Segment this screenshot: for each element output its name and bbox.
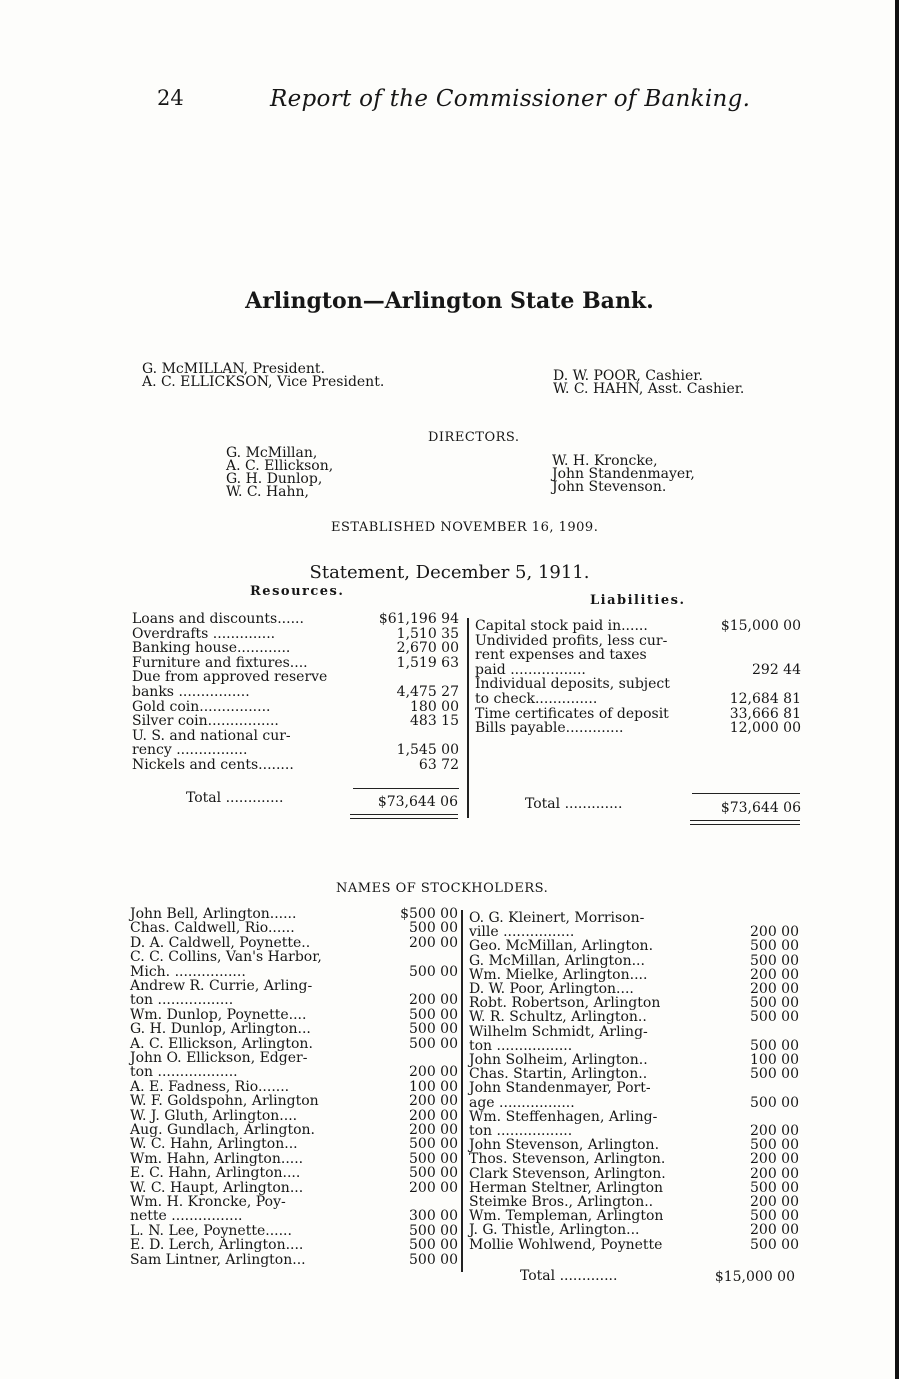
row-amount: 500 00 bbox=[409, 1150, 458, 1167]
row-amount: 200 00 bbox=[750, 924, 799, 941]
officer-asst-cashier: W. C. HAHN, Asst. Cashier. bbox=[553, 381, 745, 397]
row-label: W. C. Haupt, Arlington... bbox=[130, 1179, 304, 1196]
row-label: Wilhelm Schmidt, Arling- bbox=[469, 1023, 648, 1040]
row-label: Clark Stevenson, Arlington. bbox=[469, 1165, 666, 1182]
row-label: Furniture and fixtures.... bbox=[132, 654, 308, 671]
row-amount: 200 00 bbox=[409, 1093, 458, 1110]
row-label: Wm. Templeman, Arlington bbox=[469, 1208, 664, 1225]
stockholders-heading: NAMES OF STOCKHOLDERS. bbox=[336, 881, 549, 896]
row-label: Sam Lintner, Arlington... bbox=[130, 1251, 306, 1268]
row-amount: 200 00 bbox=[750, 1222, 799, 1239]
row-amount: 500 00 bbox=[750, 1037, 799, 1054]
row-amount: 500 00 bbox=[750, 952, 799, 969]
row-amount: 500 00 bbox=[750, 1094, 799, 1111]
row-amount: 63 72 bbox=[418, 757, 459, 773]
stockholders-total: $15,000 00 bbox=[714, 1269, 795, 1285]
liabilities-total-rule bbox=[692, 793, 800, 794]
officer-president: G. McMILLAN, President. bbox=[142, 361, 325, 377]
row-label: John Solheim, Arlington.. bbox=[469, 1052, 648, 1068]
liabilities-total-label: Total ............. bbox=[525, 796, 623, 812]
row-label: Loans and discounts...... bbox=[132, 611, 304, 627]
row-amount: 180 00 bbox=[410, 698, 459, 715]
row-amount: 1,519 63 bbox=[396, 654, 459, 671]
row-amount: 500 00 bbox=[750, 938, 799, 955]
row-amount: 200 00 bbox=[409, 1122, 458, 1138]
row-label: W. J. Gluth, Arlington.... bbox=[130, 1107, 298, 1124]
row-label: Capital stock paid in...... bbox=[475, 618, 648, 634]
row-amount: 200 00 bbox=[750, 1123, 799, 1139]
row-label: ton ................. bbox=[130, 992, 234, 1009]
directors-heading: DIRECTORS. bbox=[428, 430, 520, 445]
row-label: C. C. Collins, Van's Harbor, bbox=[130, 949, 322, 966]
resources-total-label: Total ............. bbox=[186, 790, 284, 806]
resources-double-rule bbox=[350, 818, 458, 819]
row-label: Steimke Bros., Arlington.. bbox=[469, 1194, 654, 1210]
row-amount: 1,510 35 bbox=[396, 625, 459, 642]
page-number: 24 bbox=[157, 86, 184, 110]
row-amount: 33,666 81 bbox=[729, 705, 801, 722]
row-label: rent expenses and taxes bbox=[475, 647, 647, 664]
row-amount: 500 00 bbox=[750, 1236, 799, 1253]
stockholders-divider bbox=[461, 910, 463, 1272]
row-label: W. R. Schultz, Arlington.. bbox=[469, 1009, 647, 1026]
row-amount: 500 00 bbox=[750, 1009, 799, 1026]
row-amount: 2,670 00 bbox=[396, 640, 459, 657]
row-label: Herman Steltner, Arlington bbox=[469, 1179, 664, 1196]
row-label: Geo. McMillan, Arlington. bbox=[469, 938, 654, 955]
row-label: Mollie Wohlwend, Poynette bbox=[469, 1236, 663, 1253]
row-amount: 200 00 bbox=[409, 1179, 458, 1196]
director: G. McMillan, bbox=[226, 445, 318, 461]
established-line: ESTABLISHED NOVEMBER 16, 1909. bbox=[331, 520, 599, 535]
row-label: Thos. Stevenson, Arlington. bbox=[469, 1151, 666, 1168]
liabilities-double-rule bbox=[690, 820, 800, 821]
row-label: G. H. Dunlop, Arlington... bbox=[130, 1021, 311, 1038]
row-label: Mich. ................ bbox=[130, 963, 246, 980]
row-label: banks ................ bbox=[132, 684, 250, 700]
row-amount: 483 15 bbox=[410, 713, 459, 730]
row-amount: $15,000 00 bbox=[720, 618, 801, 634]
officers-left bbox=[142, 363, 384, 389]
officer-vice-president: A. C. ELLICKSON, Vice President. bbox=[142, 374, 385, 390]
director: G. H. Dunlop, bbox=[226, 471, 323, 487]
row-label: D. W. Poor, Arlington.... bbox=[469, 981, 634, 997]
row-amount: 500 00 bbox=[750, 1137, 799, 1154]
row-amount: 500 00 bbox=[409, 1251, 458, 1268]
row-label: U. S. and national cur- bbox=[132, 727, 291, 744]
row-label: A. E. Fadness, Rio....... bbox=[130, 1078, 290, 1095]
row-amount: 500 00 bbox=[409, 963, 458, 980]
row-label: paid ................. bbox=[475, 661, 586, 678]
stockholders-total-label: Total ............. bbox=[520, 1268, 618, 1284]
row-amount: 500 00 bbox=[409, 1136, 458, 1153]
row-amount: 500 00 bbox=[409, 1006, 458, 1023]
row-label: Nickels and cents........ bbox=[132, 757, 294, 773]
liabilities-double-rule bbox=[690, 824, 800, 825]
liabilities-heading: Liabilities. bbox=[590, 593, 686, 608]
row-label: E. C. Hahn, Arlington.... bbox=[130, 1165, 301, 1182]
row-label: Wm. Dunlop, Poynette.... bbox=[130, 1006, 307, 1023]
row-label: Banking house............ bbox=[132, 640, 291, 657]
row-label: Chas. Caldwell, Rio...... bbox=[130, 920, 295, 937]
row-label: Gold coin................ bbox=[132, 698, 271, 715]
row-amount: 500 00 bbox=[750, 995, 799, 1012]
statement-title: Statement, December 5, 1911. bbox=[309, 562, 590, 583]
row-label: L. N. Lee, Poynette...... bbox=[130, 1222, 292, 1239]
directors-left bbox=[226, 447, 333, 499]
row-label: Undivided profits, less cur- bbox=[475, 632, 668, 649]
row-amount: 200 00 bbox=[409, 1107, 458, 1124]
row-label: Wm. Hahn, Arlington..... bbox=[130, 1150, 304, 1167]
row-label: John O. Ellickson, Edger- bbox=[130, 1050, 308, 1066]
row-amount: 1,545 00 bbox=[396, 742, 459, 759]
row-label: A. C. Ellickson, Arlington. bbox=[130, 1035, 313, 1052]
director: John Stevenson. bbox=[552, 479, 667, 495]
row-amount: 500 00 bbox=[409, 1222, 458, 1239]
row-amount: 500 00 bbox=[750, 1066, 799, 1083]
row-amount: 200 00 bbox=[750, 1151, 799, 1168]
row-label: rency ................ bbox=[132, 742, 248, 759]
running-title: Report of the Commissioner of Banking. bbox=[270, 86, 751, 112]
row-amount: $61,196 94 bbox=[378, 611, 459, 627]
row-label: Chas. Startin, Arlington.. bbox=[469, 1066, 648, 1083]
row-label: Bills payable............. bbox=[475, 720, 624, 737]
officer-cashier: D. W. POOR, Cashier. bbox=[553, 368, 703, 384]
row-label: to check.............. bbox=[475, 691, 598, 707]
statement-divider bbox=[467, 618, 469, 818]
row-amount: 500 00 bbox=[409, 1165, 458, 1182]
row-amount: 12,684 81 bbox=[729, 691, 801, 707]
row-label: Wm. Mielke, Arlington.... bbox=[469, 966, 648, 983]
row-label: Time certificates of deposit bbox=[475, 705, 669, 722]
row-amount: 500 00 bbox=[750, 1208, 799, 1225]
row-label: ville ................ bbox=[469, 924, 575, 941]
row-label: John Standenmayer, Port- bbox=[469, 1080, 651, 1097]
row-amount: 200 00 bbox=[750, 1165, 799, 1182]
row-label: G. McMillan, Arlington... bbox=[469, 952, 645, 969]
row-amount: 4,475 27 bbox=[396, 684, 459, 700]
row-label: D. A. Caldwell, Poynette.. bbox=[130, 934, 311, 951]
row-amount: 100 00 bbox=[409, 1078, 458, 1095]
row-label: J. G. Thistle, Arlington... bbox=[469, 1222, 640, 1239]
row-amount: 200 00 bbox=[409, 934, 458, 951]
row-amount: 200 00 bbox=[750, 966, 799, 983]
row-amount: 12,000 00 bbox=[729, 720, 801, 737]
row-amount: 500 00 bbox=[409, 1021, 458, 1038]
row-label: John Stevenson, Arlington. bbox=[469, 1137, 660, 1154]
row-label: ton .................. bbox=[130, 1064, 238, 1081]
row-amount: $500 00 bbox=[400, 906, 458, 922]
director: W. H. Kroncke, bbox=[552, 453, 658, 469]
row-amount: 200 00 bbox=[750, 1194, 799, 1210]
row-label: Due from approved reserve bbox=[132, 669, 328, 686]
row-label: Andrew R. Currie, Arling- bbox=[130, 978, 313, 994]
row-amount: 292 44 bbox=[752, 661, 801, 678]
row-label: ton ................. bbox=[469, 1037, 573, 1054]
row-amount: 200 00 bbox=[409, 992, 458, 1009]
resources-double-rule bbox=[350, 814, 458, 815]
row-label: W. C. Hahn, Arlington... bbox=[130, 1136, 298, 1153]
bank-title: Arlington—Arlington State Bank. bbox=[245, 288, 654, 314]
row-amount: 300 00 bbox=[409, 1208, 458, 1225]
row-label: E. D. Lerch, Arlington.... bbox=[130, 1237, 304, 1254]
row-label: ton ................. bbox=[469, 1123, 573, 1139]
row-label: Aug. Gundlach, Arlington. bbox=[130, 1122, 316, 1138]
row-label: Individual deposits, subject bbox=[475, 676, 670, 693]
row-label: Robt. Robertson, Arlington bbox=[469, 995, 661, 1012]
row-amount: 200 00 bbox=[409, 1064, 458, 1081]
row-label: age ................. bbox=[469, 1094, 575, 1111]
row-amount: 100 00 bbox=[750, 1052, 799, 1068]
row-label: W. F. Goldspohn, Arlington bbox=[130, 1093, 319, 1110]
director: W. C. Hahn, bbox=[226, 484, 309, 500]
resources-total: $73,644 06 bbox=[377, 794, 458, 810]
row-label: Wm. H. Kroncke, Poy- bbox=[130, 1194, 286, 1210]
resources-heading: Resources. bbox=[250, 584, 345, 599]
director: A. C. Ellickson, bbox=[226, 458, 334, 474]
officers-right bbox=[553, 370, 744, 396]
row-amount: 500 00 bbox=[409, 1237, 458, 1254]
row-label: Wm. Steffenhagen, Arling- bbox=[469, 1108, 658, 1125]
directors-right bbox=[552, 455, 695, 494]
row-label: nette ................ bbox=[130, 1208, 243, 1225]
resources-total-rule bbox=[353, 788, 459, 789]
row-amount: 500 00 bbox=[409, 920, 458, 937]
row-label: O. G. Kleinert, Morrison- bbox=[469, 910, 645, 926]
row-label: John Bell, Arlington...... bbox=[130, 906, 297, 922]
director: John Standenmayer, bbox=[552, 466, 695, 482]
row-label: Overdrafts .............. bbox=[132, 625, 276, 642]
row-amount: 500 00 bbox=[409, 1035, 458, 1052]
row-amount: 500 00 bbox=[750, 1179, 799, 1196]
row-amount: 200 00 bbox=[750, 981, 799, 997]
row-label: Silver coin................ bbox=[132, 713, 279, 730]
liabilities-total: $73,644 06 bbox=[720, 800, 801, 816]
page-edge bbox=[895, 0, 899, 1379]
